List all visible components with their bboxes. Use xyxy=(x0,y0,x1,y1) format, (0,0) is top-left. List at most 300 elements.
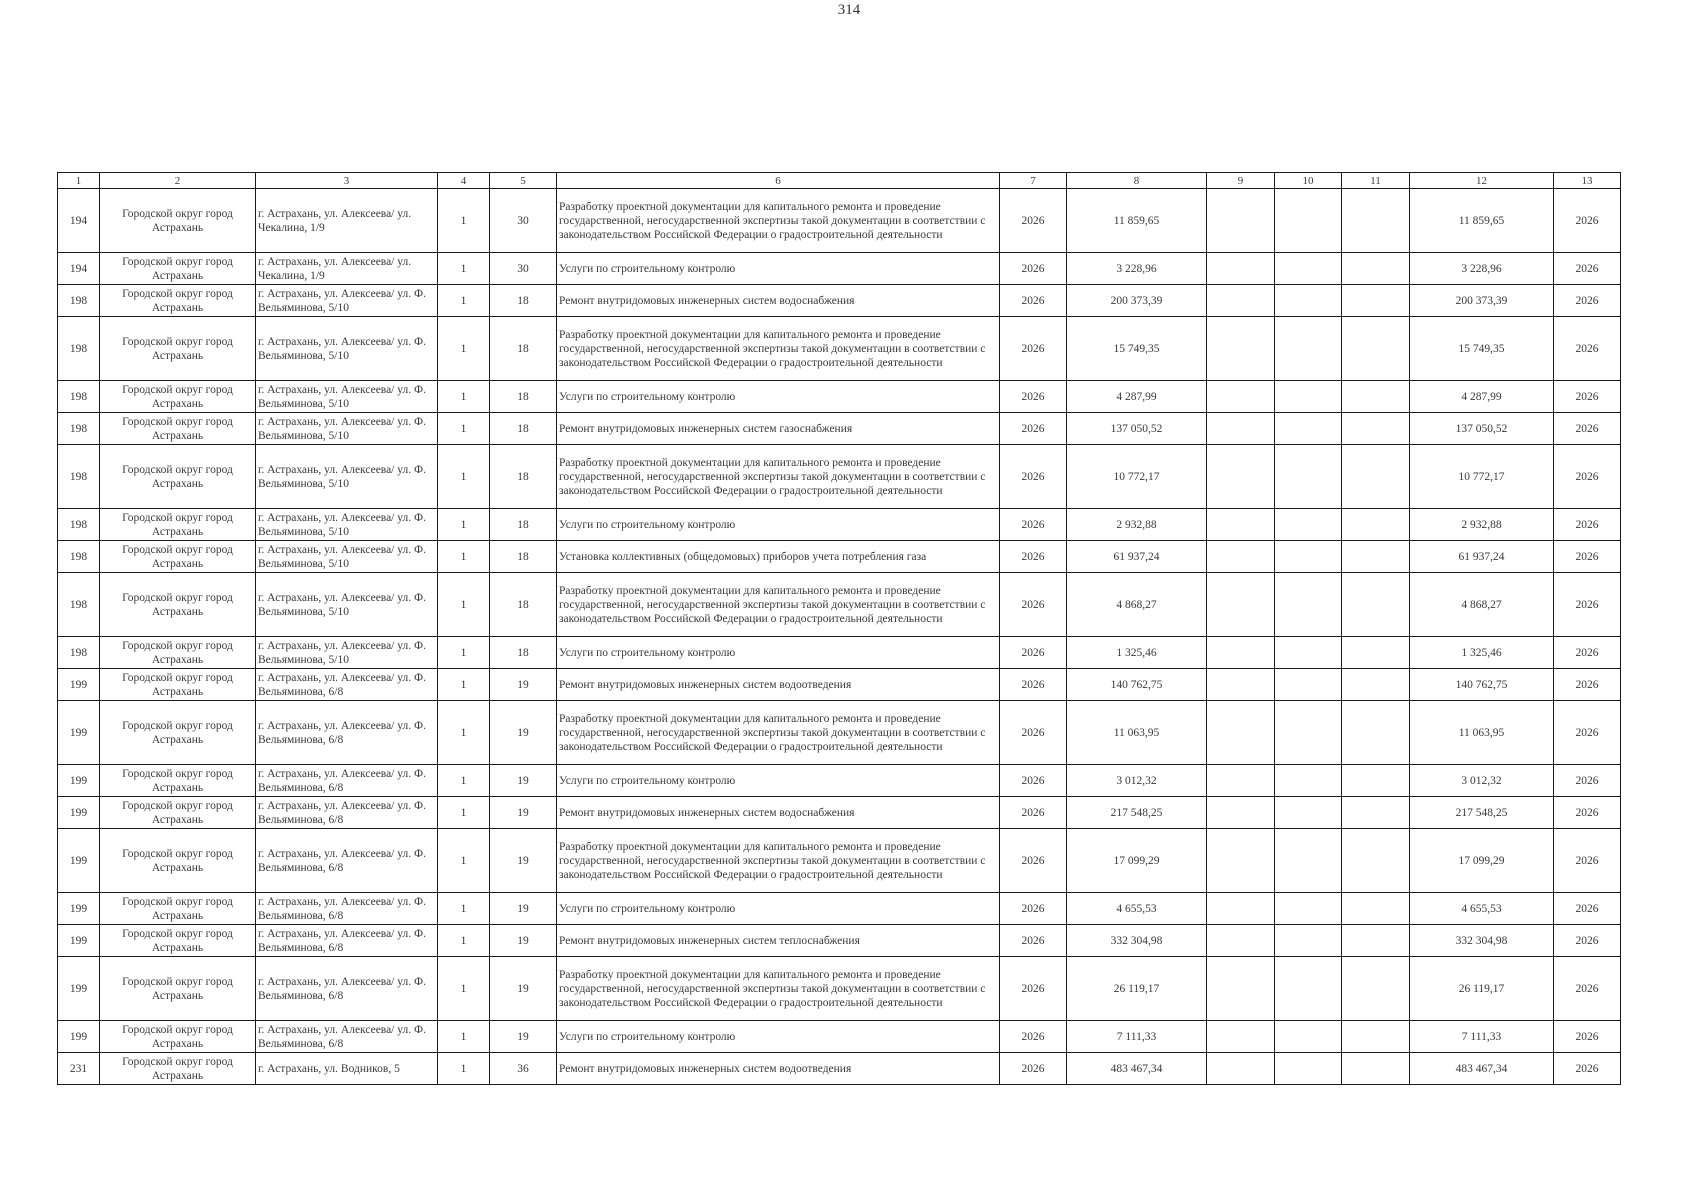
cell-amount-total: 140 762,75 xyxy=(1410,669,1554,701)
cell-col-9 xyxy=(1207,797,1275,829)
cell-amount-total: 7 111,33 xyxy=(1410,1021,1554,1053)
cell-col-5: 19 xyxy=(490,1021,557,1053)
cell-year: 2026 xyxy=(1554,637,1621,669)
cell-amount: 17 099,29 xyxy=(1067,829,1207,893)
cell-row-number: 199 xyxy=(58,1021,100,1053)
cell-amount-total: 15 749,35 xyxy=(1410,317,1554,381)
cell-work-type: Разработку проектной документации для капитального ремонта и проведение государственной, негосударственной экспертизы такой документации в соответствии с законодательством Российской Федерации о градостроительной деятельности xyxy=(557,573,1000,637)
cell-col-7: 2026 xyxy=(1000,797,1067,829)
cell-row-number: 199 xyxy=(58,925,100,957)
cell-amount-total: 17 099,29 xyxy=(1410,829,1554,893)
cell-year: 2026 xyxy=(1554,765,1621,797)
column-header: 7 xyxy=(1000,173,1067,189)
cell-col-7: 2026 xyxy=(1000,829,1067,893)
cell-address: г. Астрахань, ул. Алексеева/ ул. Ф. Вельяминова, 5/10 xyxy=(256,413,438,445)
cell-municipality: Городской округ город Астрахань xyxy=(100,765,256,797)
cell-amount-total: 10 772,17 xyxy=(1410,445,1554,509)
cell-col-5: 19 xyxy=(490,669,557,701)
cell-amount: 4 655,53 xyxy=(1067,893,1207,925)
cell-col-7: 2026 xyxy=(1000,1021,1067,1053)
cell-col-4: 1 xyxy=(438,701,490,765)
column-header: 13 xyxy=(1554,173,1621,189)
cell-col-9 xyxy=(1207,413,1275,445)
cell-col-7: 2026 xyxy=(1000,669,1067,701)
cell-amount-total: 483 467,34 xyxy=(1410,1053,1554,1085)
cell-col-4: 1 xyxy=(438,637,490,669)
table-row xyxy=(58,637,1621,669)
cell-year: 2026 xyxy=(1554,317,1621,381)
cell-row-number: 199 xyxy=(58,701,100,765)
table-row xyxy=(58,189,1621,253)
cell-col-4: 1 xyxy=(438,285,490,317)
cell-col-5: 18 xyxy=(490,413,557,445)
cell-col-11 xyxy=(1342,317,1410,381)
column-header: 2 xyxy=(100,173,256,189)
cell-amount: 137 050,52 xyxy=(1067,413,1207,445)
table-row xyxy=(58,925,1621,957)
cell-year: 2026 xyxy=(1554,509,1621,541)
cell-col-11 xyxy=(1342,1021,1410,1053)
cell-col-7: 2026 xyxy=(1000,317,1067,381)
cell-amount-total: 11 859,65 xyxy=(1410,189,1554,253)
cell-col-5: 18 xyxy=(490,381,557,413)
cell-col-5: 18 xyxy=(490,573,557,637)
cell-col-11 xyxy=(1342,893,1410,925)
cell-col-11 xyxy=(1342,541,1410,573)
cell-work-type: Услуги по строительному контролю xyxy=(557,893,1000,925)
cell-col-10 xyxy=(1275,509,1342,541)
header-row xyxy=(58,173,1621,189)
cell-municipality: Городской округ город Астрахань xyxy=(100,829,256,893)
cell-col-11 xyxy=(1342,829,1410,893)
cell-row-number: 194 xyxy=(58,189,100,253)
cell-year: 2026 xyxy=(1554,573,1621,637)
cell-work-type: Услуги по строительному контролю xyxy=(557,253,1000,285)
column-header: 4 xyxy=(438,173,490,189)
cell-col-7: 2026 xyxy=(1000,509,1067,541)
table-row xyxy=(58,317,1621,381)
cell-row-number: 198 xyxy=(58,381,100,413)
cell-col-11 xyxy=(1342,285,1410,317)
cell-work-type: Ремонт внутридомовых инженерных систем водоснабжения xyxy=(557,797,1000,829)
cell-amount: 3 228,96 xyxy=(1067,253,1207,285)
cell-work-type: Услуги по строительному контролю xyxy=(557,1021,1000,1053)
cell-col-5: 18 xyxy=(490,509,557,541)
cell-col-5: 36 xyxy=(490,1053,557,1085)
cell-municipality: Городской округ город Астрахань xyxy=(100,573,256,637)
cell-col-9 xyxy=(1207,509,1275,541)
table-row xyxy=(58,829,1621,893)
cell-col-10 xyxy=(1275,1053,1342,1085)
cell-address: г. Астрахань, ул. Алексеева/ ул. Ф. Вельяминова, 6/8 xyxy=(256,925,438,957)
cell-year: 2026 xyxy=(1554,893,1621,925)
cell-col-9 xyxy=(1207,285,1275,317)
cell-col-4: 1 xyxy=(438,797,490,829)
cell-col-10 xyxy=(1275,925,1342,957)
cell-amount-total: 4 868,27 xyxy=(1410,573,1554,637)
cell-col-4: 1 xyxy=(438,317,490,381)
cell-work-type: Разработку проектной документации для капитального ремонта и проведение государственной, негосударственной экспертизы такой документации в соответствии с законодательством Российской Федерации о градостроительной деятельности xyxy=(557,317,1000,381)
cell-col-10 xyxy=(1275,701,1342,765)
cell-amount-total: 4 655,53 xyxy=(1410,893,1554,925)
cell-work-type: Ремонт внутридомовых инженерных систем водоотведения xyxy=(557,1053,1000,1085)
cell-col-7: 2026 xyxy=(1000,445,1067,509)
cell-year: 2026 xyxy=(1554,797,1621,829)
cell-col-5: 18 xyxy=(490,317,557,381)
cell-municipality: Городской округ город Астрахань xyxy=(100,509,256,541)
cell-row-number: 198 xyxy=(58,317,100,381)
cell-col-7: 2026 xyxy=(1000,893,1067,925)
cell-col-11 xyxy=(1342,573,1410,637)
cell-col-4: 1 xyxy=(438,253,490,285)
cell-address: г. Астрахань, ул. Алексеева/ ул. Ф. Вельяминова, 6/8 xyxy=(256,1021,438,1053)
cell-col-7: 2026 xyxy=(1000,957,1067,1021)
cell-address: г. Астрахань, ул. Алексеева/ ул. Ф. Вельяминова, 6/8 xyxy=(256,797,438,829)
cell-year: 2026 xyxy=(1554,957,1621,1021)
cell-address: г. Астрахань, ул. Водников, 5 xyxy=(256,1053,438,1085)
cell-col-10 xyxy=(1275,573,1342,637)
cell-col-11 xyxy=(1342,925,1410,957)
cell-address: г. Астрахань, ул. Алексеева/ ул. Ф. Вельяминова, 5/10 xyxy=(256,285,438,317)
cell-col-9 xyxy=(1207,829,1275,893)
cell-col-10 xyxy=(1275,413,1342,445)
cell-col-10 xyxy=(1275,1021,1342,1053)
table-row xyxy=(58,285,1621,317)
cell-address: г. Астрахань, ул. Алексеева/ ул. Ф. Вельяминова, 5/10 xyxy=(256,381,438,413)
cell-amount: 26 119,17 xyxy=(1067,957,1207,1021)
cell-col-5: 19 xyxy=(490,797,557,829)
cell-amount-total: 61 937,24 xyxy=(1410,541,1554,573)
cell-col-7: 2026 xyxy=(1000,253,1067,285)
table-row xyxy=(58,701,1621,765)
cell-amount-total: 26 119,17 xyxy=(1410,957,1554,1021)
table-row xyxy=(58,413,1621,445)
cell-address: г. Астрахань, ул. Алексеева/ ул. Ф. Вельяминова, 5/10 xyxy=(256,541,438,573)
cell-amount-total: 11 063,95 xyxy=(1410,701,1554,765)
column-header: 8 xyxy=(1067,173,1207,189)
cell-col-5: 19 xyxy=(490,925,557,957)
cell-row-number: 199 xyxy=(58,957,100,1021)
cell-address: г. Астрахань, ул. Алексеева/ ул. Ф. Вельяминова, 5/10 xyxy=(256,509,438,541)
cell-col-5: 19 xyxy=(490,893,557,925)
cell-col-5: 19 xyxy=(490,765,557,797)
cell-amount: 332 304,98 xyxy=(1067,925,1207,957)
cell-work-type: Ремонт внутридомовых инженерных систем газоснабжения xyxy=(557,413,1000,445)
cell-col-11 xyxy=(1342,669,1410,701)
cell-amount: 3 012,32 xyxy=(1067,765,1207,797)
cell-row-number: 198 xyxy=(58,413,100,445)
cell-col-5: 18 xyxy=(490,637,557,669)
cell-address: г. Астрахань, ул. Алексеева/ ул. Ф. Вельяминова, 5/10 xyxy=(256,573,438,637)
cell-amount: 61 937,24 xyxy=(1067,541,1207,573)
table-body xyxy=(58,189,1621,1085)
cell-col-7: 2026 xyxy=(1000,1053,1067,1085)
cell-col-5: 18 xyxy=(490,285,557,317)
cell-year: 2026 xyxy=(1554,1021,1621,1053)
cell-work-type: Разработку проектной документации для капитального ремонта и проведение государственной, негосударственной экспертизы такой документации в соответствии с законодательством Российской Федерации о градостроительной деятельности xyxy=(557,445,1000,509)
cell-municipality: Городской округ город Астрахань xyxy=(100,957,256,1021)
cell-col-9 xyxy=(1207,957,1275,1021)
cell-col-4: 1 xyxy=(438,189,490,253)
cell-municipality: Городской округ город Астрахань xyxy=(100,381,256,413)
cell-municipality: Городской округ город Астрахань xyxy=(100,701,256,765)
cell-address: г. Астрахань, ул. Алексеева/ ул. Ф. Вельяминова, 5/10 xyxy=(256,317,438,381)
cell-row-number: 198 xyxy=(58,637,100,669)
cell-col-5: 19 xyxy=(490,957,557,1021)
cell-col-7: 2026 xyxy=(1000,701,1067,765)
cell-col-11 xyxy=(1342,413,1410,445)
cell-year: 2026 xyxy=(1554,701,1621,765)
cell-amount: 7 111,33 xyxy=(1067,1021,1207,1053)
cell-col-4: 1 xyxy=(438,413,490,445)
cell-amount: 217 548,25 xyxy=(1067,797,1207,829)
cell-col-4: 1 xyxy=(438,829,490,893)
cell-amount-total: 137 050,52 xyxy=(1410,413,1554,445)
cell-amount-total: 4 287,99 xyxy=(1410,381,1554,413)
cell-amount: 200 373,39 xyxy=(1067,285,1207,317)
cell-amount-total: 200 373,39 xyxy=(1410,285,1554,317)
cell-address: г. Астрахань, ул. Алексеева/ ул. Ф. Вельяминова, 5/10 xyxy=(256,445,438,509)
table-row xyxy=(58,1053,1621,1085)
cell-col-11 xyxy=(1342,797,1410,829)
cell-col-4: 1 xyxy=(438,445,490,509)
cell-amount: 11 859,65 xyxy=(1067,189,1207,253)
cell-municipality: Городской округ город Астрахань xyxy=(100,1053,256,1085)
cell-col-5: 18 xyxy=(490,541,557,573)
cell-col-10 xyxy=(1275,829,1342,893)
cell-year: 2026 xyxy=(1554,541,1621,573)
table-row xyxy=(58,957,1621,1021)
cell-amount: 483 467,34 xyxy=(1067,1053,1207,1085)
cell-col-9 xyxy=(1207,1021,1275,1053)
cell-year: 2026 xyxy=(1554,829,1621,893)
cell-col-11 xyxy=(1342,445,1410,509)
table-row xyxy=(58,797,1621,829)
column-header: 3 xyxy=(256,173,438,189)
cell-col-11 xyxy=(1342,1053,1410,1085)
cell-col-11 xyxy=(1342,701,1410,765)
cell-col-4: 1 xyxy=(438,1021,490,1053)
cell-col-5: 30 xyxy=(490,189,557,253)
cell-col-5: 30 xyxy=(490,253,557,285)
cell-col-9 xyxy=(1207,573,1275,637)
cell-municipality: Городской округ город Астрахань xyxy=(100,541,256,573)
cell-year: 2026 xyxy=(1554,413,1621,445)
cell-work-type: Услуги по строительному контролю xyxy=(557,509,1000,541)
cell-col-11 xyxy=(1342,637,1410,669)
column-header: 10 xyxy=(1275,173,1342,189)
cell-amount-total: 3 012,32 xyxy=(1410,765,1554,797)
cell-work-type: Разработку проектной документации для капитального ремонта и проведение государственной, негосударственной экспертизы такой документации в соответствии с законодательством Российской Федерации о градостроительной деятельности xyxy=(557,189,1000,253)
table-row xyxy=(58,381,1621,413)
cell-col-11 xyxy=(1342,957,1410,1021)
cell-year: 2026 xyxy=(1554,445,1621,509)
works-table xyxy=(57,172,1621,1085)
cell-col-11 xyxy=(1342,189,1410,253)
cell-amount: 140 762,75 xyxy=(1067,669,1207,701)
column-header: 12 xyxy=(1410,173,1554,189)
cell-amount-total: 1 325,46 xyxy=(1410,637,1554,669)
cell-amount: 1 325,46 xyxy=(1067,637,1207,669)
cell-col-10 xyxy=(1275,445,1342,509)
cell-col-10 xyxy=(1275,957,1342,1021)
cell-row-number: 194 xyxy=(58,253,100,285)
cell-col-7: 2026 xyxy=(1000,381,1067,413)
cell-col-9 xyxy=(1207,669,1275,701)
cell-year: 2026 xyxy=(1554,1053,1621,1085)
cell-col-4: 1 xyxy=(438,509,490,541)
cell-municipality: Городской округ город Астрахань xyxy=(100,413,256,445)
cell-row-number: 199 xyxy=(58,829,100,893)
cell-year: 2026 xyxy=(1554,381,1621,413)
cell-address: г. Астрахань, ул. Алексеева/ ул. Ф. Вельяминова, 6/8 xyxy=(256,957,438,1021)
cell-municipality: Городской округ город Астрахань xyxy=(100,925,256,957)
cell-col-10 xyxy=(1275,253,1342,285)
cell-amount-total: 332 304,98 xyxy=(1410,925,1554,957)
cell-col-7: 2026 xyxy=(1000,765,1067,797)
cell-row-number: 199 xyxy=(58,797,100,829)
cell-col-4: 1 xyxy=(438,893,490,925)
cell-col-4: 1 xyxy=(438,381,490,413)
cell-row-number: 198 xyxy=(58,285,100,317)
cell-address: г. Астрахань, ул. Алексеева/ ул. Ф. Вельяминова, 6/8 xyxy=(256,669,438,701)
cell-col-11 xyxy=(1342,253,1410,285)
cell-col-9 xyxy=(1207,445,1275,509)
cell-col-9 xyxy=(1207,381,1275,413)
cell-work-type: Услуги по строительному контролю xyxy=(557,765,1000,797)
cell-col-5: 19 xyxy=(490,701,557,765)
cell-municipality: Городской округ город Астрахань xyxy=(100,285,256,317)
cell-municipality: Городской округ город Астрахань xyxy=(100,189,256,253)
table-row xyxy=(58,669,1621,701)
table-row xyxy=(58,445,1621,509)
cell-col-4: 1 xyxy=(438,765,490,797)
column-header: 1 xyxy=(58,173,100,189)
cell-municipality: Городской округ город Астрахань xyxy=(100,253,256,285)
cell-amount: 15 749,35 xyxy=(1067,317,1207,381)
cell-year: 2026 xyxy=(1554,253,1621,285)
cell-col-10 xyxy=(1275,669,1342,701)
cell-col-7: 2026 xyxy=(1000,541,1067,573)
cell-work-type: Установка коллективных (общедомовых) приборов учета потребления газа xyxy=(557,541,1000,573)
table-row xyxy=(58,1021,1621,1053)
cell-address: г. Астрахань, ул. Алексеева/ ул. Ф. Вельяминова, 5/10 xyxy=(256,637,438,669)
cell-col-9 xyxy=(1207,1053,1275,1085)
cell-address: г. Астрахань, ул. Алексеева/ ул. Ф. Вельяминова, 6/8 xyxy=(256,765,438,797)
cell-amount: 2 932,88 xyxy=(1067,509,1207,541)
table-row xyxy=(58,509,1621,541)
cell-col-11 xyxy=(1342,381,1410,413)
cell-row-number: 198 xyxy=(58,541,100,573)
cell-work-type: Услуги по строительному контролю xyxy=(557,381,1000,413)
cell-col-9 xyxy=(1207,541,1275,573)
cell-col-9 xyxy=(1207,253,1275,285)
cell-work-type: Разработку проектной документации для капитального ремонта и проведение государственной, негосударственной экспертизы такой документации в соответствии с законодательством Российской Федерации о градостроительной деятельности xyxy=(557,957,1000,1021)
cell-row-number: 199 xyxy=(58,669,100,701)
cell-col-4: 1 xyxy=(438,669,490,701)
cell-work-type: Разработку проектной документации для капитального ремонта и проведение государственной, негосударственной экспертизы такой документации в соответствии с законодательством Российской Федерации о градостроительной деятельности xyxy=(557,701,1000,765)
cell-row-number: 231 xyxy=(58,1053,100,1085)
cell-year: 2026 xyxy=(1554,669,1621,701)
cell-col-9 xyxy=(1207,765,1275,797)
table-row xyxy=(58,765,1621,797)
cell-municipality: Городской округ город Астрахань xyxy=(100,797,256,829)
cell-col-11 xyxy=(1342,509,1410,541)
cell-amount-total: 3 228,96 xyxy=(1410,253,1554,285)
works-table-container xyxy=(57,172,1612,1085)
cell-amount: 11 063,95 xyxy=(1067,701,1207,765)
column-header: 9 xyxy=(1207,173,1275,189)
cell-work-type: Разработку проектной документации для капитального ремонта и проведение государственной, негосударственной экспертизы такой документации в соответствии с законодательством Российской Федерации о градостроительной деятельности xyxy=(557,829,1000,893)
cell-col-10 xyxy=(1275,285,1342,317)
cell-col-4: 1 xyxy=(438,573,490,637)
cell-address: г. Астрахань, ул. Алексеева/ ул. Чекалина, 1/9 xyxy=(256,189,438,253)
cell-amount-total: 217 548,25 xyxy=(1410,797,1554,829)
cell-col-4: 1 xyxy=(438,1053,490,1085)
cell-col-9 xyxy=(1207,925,1275,957)
cell-col-9 xyxy=(1207,189,1275,253)
cell-row-number: 198 xyxy=(58,509,100,541)
cell-col-7: 2026 xyxy=(1000,925,1067,957)
cell-row-number: 199 xyxy=(58,893,100,925)
cell-col-9 xyxy=(1207,893,1275,925)
cell-municipality: Городской округ город Астрахань xyxy=(100,317,256,381)
cell-col-5: 19 xyxy=(490,829,557,893)
cell-col-4: 1 xyxy=(438,541,490,573)
cell-col-10 xyxy=(1275,381,1342,413)
cell-col-11 xyxy=(1342,765,1410,797)
cell-amount: 4 287,99 xyxy=(1067,381,1207,413)
cell-address: г. Астрахань, ул. Алексеева/ ул. Ф. Вельяминова, 6/8 xyxy=(256,893,438,925)
cell-col-10 xyxy=(1275,797,1342,829)
cell-col-7: 2026 xyxy=(1000,285,1067,317)
cell-amount-total: 2 932,88 xyxy=(1410,509,1554,541)
cell-address: г. Астрахань, ул. Алексеева/ ул. Ф. Вельяминова, 6/8 xyxy=(256,701,438,765)
cell-col-10 xyxy=(1275,893,1342,925)
table-row xyxy=(58,573,1621,637)
cell-col-10 xyxy=(1275,189,1342,253)
table-row xyxy=(58,893,1621,925)
cell-col-10 xyxy=(1275,637,1342,669)
cell-municipality: Городской округ город Астрахань xyxy=(100,669,256,701)
cell-address: г. Астрахань, ул. Алексеева/ ул. Ф. Вельяминова, 6/8 xyxy=(256,829,438,893)
cell-year: 2026 xyxy=(1554,189,1621,253)
cell-work-type: Ремонт внутридомовых инженерных систем теплоснабжения xyxy=(557,925,1000,957)
cell-municipality: Городской округ город Астрахань xyxy=(100,1021,256,1053)
cell-col-10 xyxy=(1275,317,1342,381)
cell-col-7: 2026 xyxy=(1000,413,1067,445)
cell-col-7: 2026 xyxy=(1000,637,1067,669)
cell-amount: 10 772,17 xyxy=(1067,445,1207,509)
cell-row-number: 198 xyxy=(58,445,100,509)
cell-work-type: Ремонт внутридомовых инженерных систем водоснабжения xyxy=(557,285,1000,317)
cell-col-10 xyxy=(1275,541,1342,573)
cell-year: 2026 xyxy=(1554,285,1621,317)
cell-col-5: 18 xyxy=(490,445,557,509)
column-header: 11 xyxy=(1342,173,1410,189)
cell-col-9 xyxy=(1207,317,1275,381)
cell-col-4: 1 xyxy=(438,925,490,957)
cell-address: г. Астрахань, ул. Алексеева/ ул. Чекалина, 1/9 xyxy=(256,253,438,285)
table-row xyxy=(58,541,1621,573)
cell-col-7: 2026 xyxy=(1000,573,1067,637)
cell-work-type: Ремонт внутридомовых инженерных систем водоотведения xyxy=(557,669,1000,701)
page-number: 314 xyxy=(837,2,861,18)
cell-amount: 4 868,27 xyxy=(1067,573,1207,637)
cell-col-4: 1 xyxy=(438,957,490,1021)
table-row xyxy=(58,253,1621,285)
cell-work-type: Услуги по строительному контролю xyxy=(557,637,1000,669)
